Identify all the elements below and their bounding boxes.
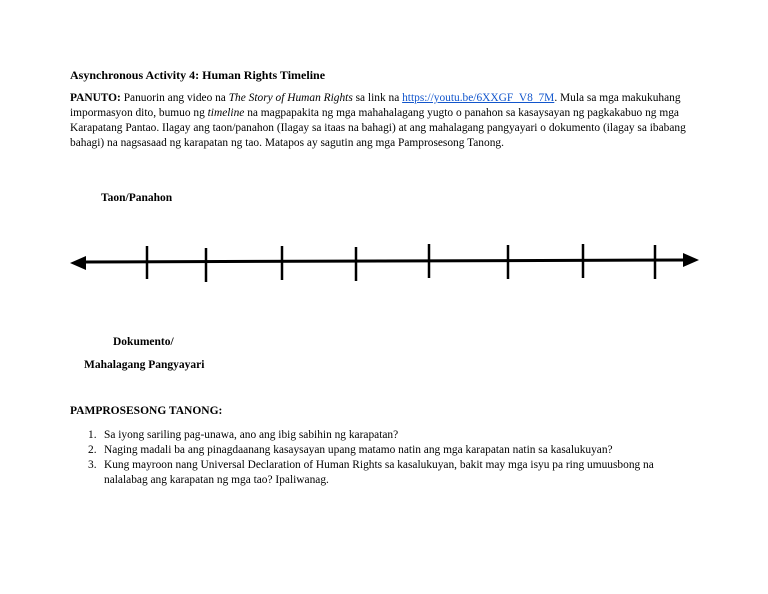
instructions-text-3: . Mula sa mga makukuhang impormasyon dito, bumuo ng [70, 92, 681, 119]
question-item [70, 428, 700, 443]
question-text: Naging madali ba ang pinagdaanang kasaysayan upang matamo natin ang mga karapatan natin sa kasalukuyan? [104, 444, 613, 456]
instructions-text-2: sa link na [352, 92, 403, 104]
timeline-bottom-label-line1: Dokumento/ [113, 336, 174, 348]
video-link[interactable]: https://youtu.be/6XXGF_V8_7M [402, 92, 555, 104]
timeline-top-label: Taon/Panahon [101, 192, 173, 204]
questions-list [70, 428, 700, 488]
timeline-right-arrow [683, 253, 699, 267]
instructions-label: PANUTO: [70, 92, 121, 104]
question-text: Sa iyong sariling pag-unawa, ano ang ibig sabihin ng karapatan? [104, 429, 399, 441]
timeline-axis [82, 260, 688, 262]
document-title: Asynchronous Activity 4: Human Rights Timeline [70, 68, 326, 82]
question-number: 3. [88, 459, 97, 471]
questions-heading: PAMPROSESONG TANONG: [70, 405, 223, 417]
question-text: Kung mayroon nang Universal Declaration of Human Rights sa kasalukuyan, bakit may mga isyu pa ring umuusbong na nalalabag ang karapatan ng mga tao? Ipaliwanag. [104, 459, 654, 486]
question-number: 2. [88, 444, 97, 456]
video-title: The Story of Human Rights [228, 92, 353, 104]
question-number: 1. [88, 429, 97, 441]
question-item [70, 443, 700, 458]
timeline-left-arrow [70, 256, 86, 270]
instructions-text-1: Panuorin ang video na [120, 92, 229, 104]
timeline-bottom-label-line2: Mahalagang Pangyayari [84, 359, 205, 371]
instructions-text-4: na magpapakita ng mga mahahalagang yugto o panahon sa kasaysayan ng pagkakabuo ng mga Karapatang Pantao. Ilagay ang taon/panahon (Ilagay sa itaas na bahagi) at ang mahalagang pangyayari o dokumento (ilagay sa ibabang bahagi) na nagsasaad ng karapatan ng tao. Matapos ay sagutin ang mga Pamprosesong Tanong. [70, 107, 686, 149]
timeline-word: timeline [207, 107, 245, 119]
question-item [70, 458, 700, 488]
